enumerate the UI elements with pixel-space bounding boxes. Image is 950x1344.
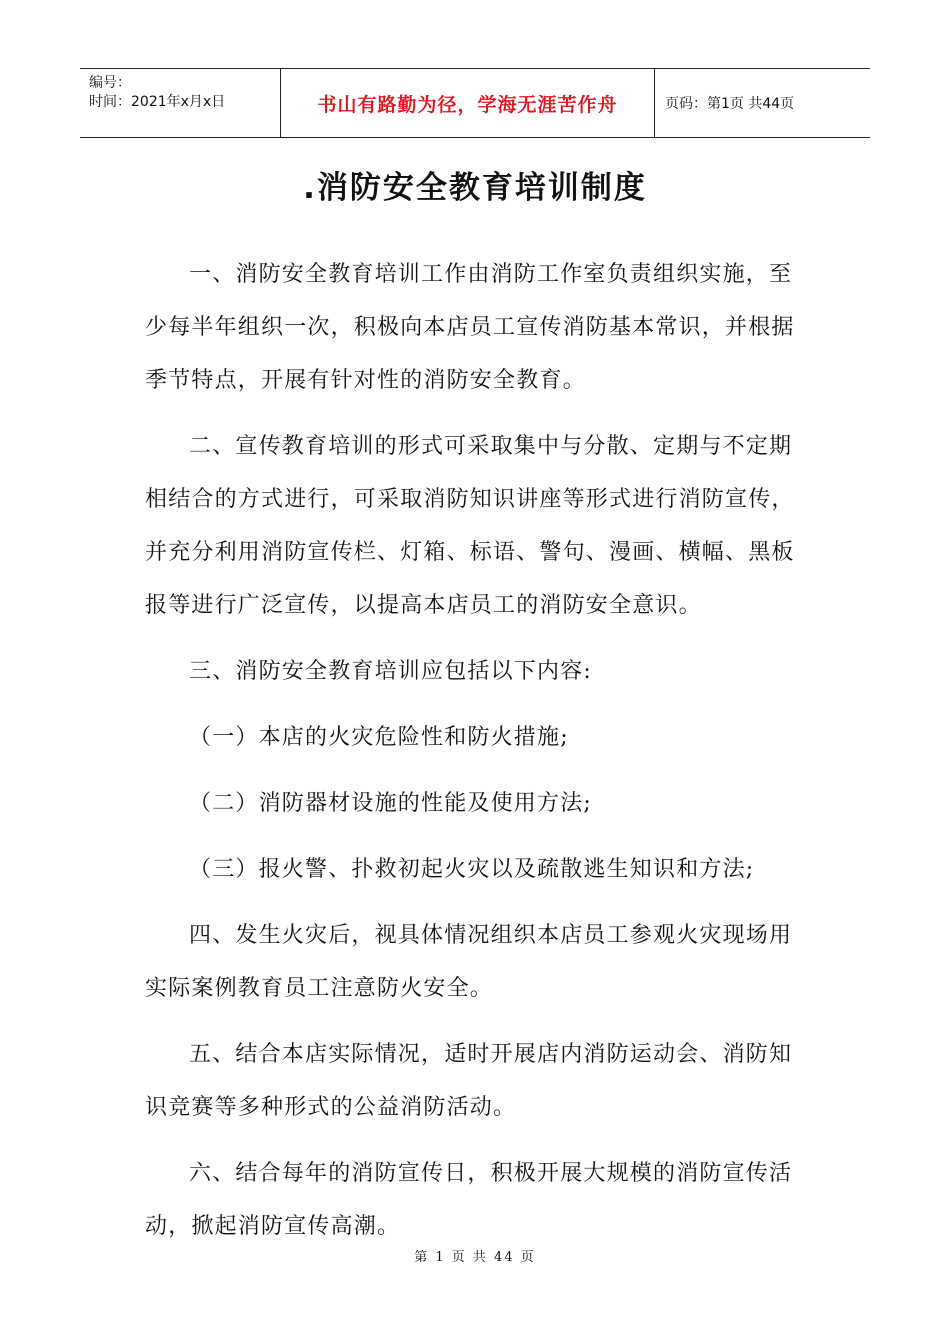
paragraph: 三、消防安全教育培训应包括以下内容: bbox=[189, 659, 593, 684]
header-page-info: 页码：第1页 共44页 bbox=[665, 96, 795, 112]
paragraph: （二）消防器材设施的性能及使用方法; bbox=[189, 791, 593, 816]
paragraph: 五、结合本店实际情况，适时开展店内消防运动会、消防知识竞赛等多种形式的公益消防活动。 bbox=[145, 1042, 793, 1120]
header-motto: 书山有路勤为径，学海无涯苦作舟 bbox=[281, 69, 655, 137]
paragraph: 一、消防安全教育培训工作由消防工作室负责组织实施，至少每半年组织一次，积极向本店员工宣传消防基本常识，并根据季节特点，开展有针对性的消防安全教育。 bbox=[145, 262, 795, 393]
paragraph: 四、发生火灾后，视具体情况组织本店员工参观火灾现场用实际案例教育员工注意防火安全。 bbox=[145, 923, 793, 1001]
paragraph: 六、结合每年的消防宣传日，积极开展大规模的消防宣传活动，掀起消防宣传高潮。 bbox=[145, 1161, 793, 1239]
paragraph: 二、宣传教育培训的形式可采取集中与分散、定期与不定期相结合的方式进行，可采取消防知识讲座等形式进行消防宣传，并充分利用消防宣传栏、灯箱、标语、警句、漫画、横幅、黑板报等进行广泛宣传，以提高本店员工的消防安全意识。 bbox=[145, 434, 795, 618]
page-header bbox=[80, 68, 870, 138]
paragraph: （一）本店的火灾危险性和防火措施; bbox=[189, 725, 569, 750]
document-date-label: 时间：2021年x月x日 bbox=[89, 94, 226, 110]
paragraph: （三）报火警、扑救初起火灾以及疏散逃生知识和方法; bbox=[189, 857, 755, 882]
document-body bbox=[145, 248, 813, 1266]
page-footer: 第 1 页 共 44 页 bbox=[414, 1250, 536, 1265]
document-title: .消防安全教育培训制度 bbox=[303, 170, 647, 206]
header-meta bbox=[80, 69, 281, 137]
document-number-label: 编号： bbox=[89, 75, 131, 91]
